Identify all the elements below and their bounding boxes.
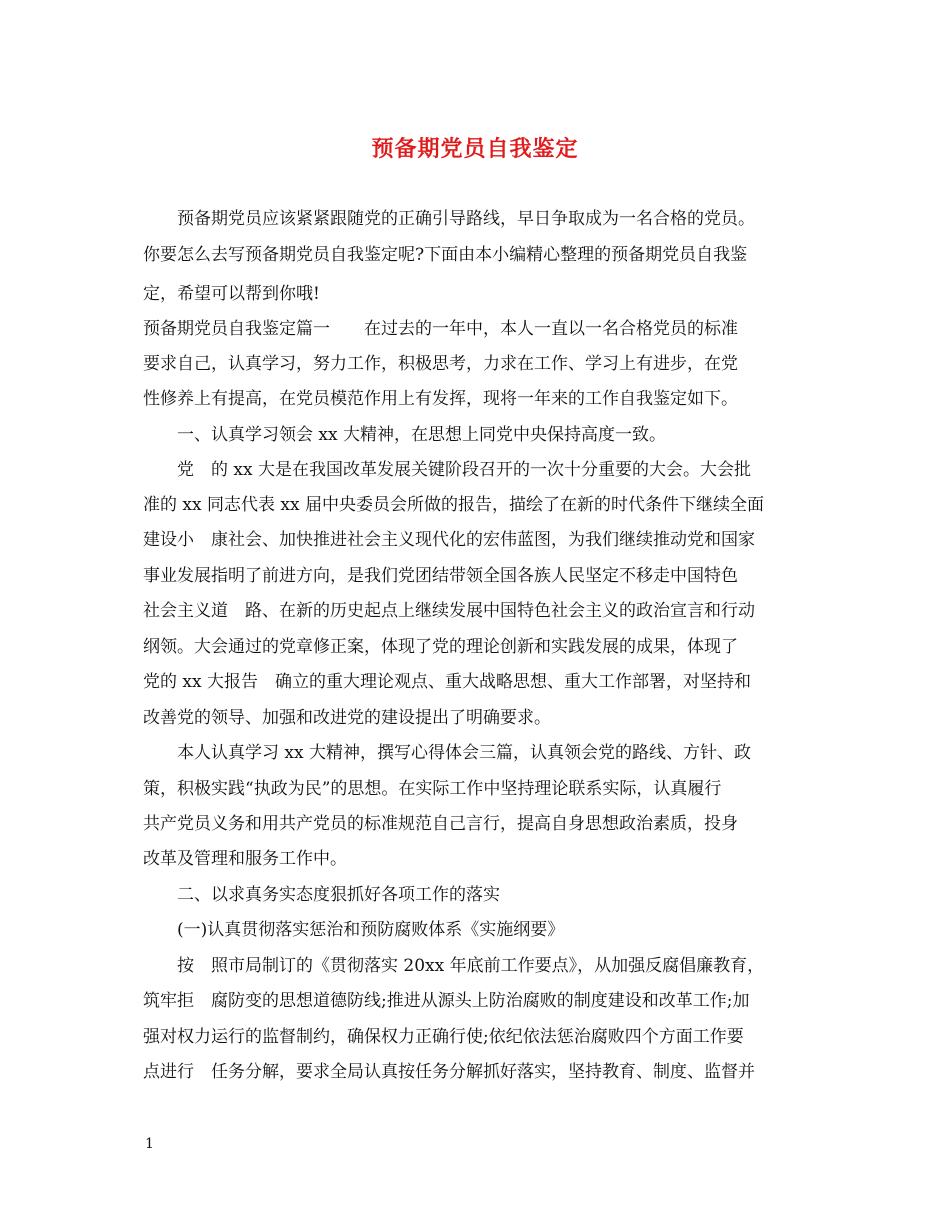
text-line: 社会主义道 路、在新的历史起点上继续发展中国特色社会主义的政治宣言和行动 xyxy=(143,601,755,621)
section-heading: 二、以求真务实态度狠抓好各项工作的落实 xyxy=(177,885,500,905)
text-line: 要求自己，认真学习，努力工作，积极思考，力求在工作、学习上有进步，在党 xyxy=(143,354,738,374)
text-line: 强对权力运行的监督制约，确保权力正确行使;依纪依法惩治腐败四个方面工作要 xyxy=(143,1027,744,1047)
text-line: 事业发展指明了前进方向，是我们党团结带领全国各族人民坚定不移走中国特色 xyxy=(143,566,738,586)
text-line: 你要怎么去写预备期党员自我鉴定呢?下面由本小编精心整理的预备期党员自我鉴 xyxy=(143,245,748,265)
text-line: 准的 xx 同志代表 xx 届中央委员会所做的报告，描绘了在新的时代条件下继续全面 xyxy=(143,495,764,515)
text-line: 党 的 xx 大是在我国改革发展关键阶段召开的一次十分重要的大会。大会批 xyxy=(177,460,751,480)
text-line: 本人认真学习 xx 大精神，撰写心得体会三篇，认真领会党的路线、方针、政 xyxy=(177,743,751,763)
page-number: 1 xyxy=(145,1136,154,1152)
section-heading: 一、认真学习领会 xx 大精神，在思想上同党中央保持高度一致。 xyxy=(177,425,666,445)
subsection-heading: (一)认真贯彻落实惩治和预防腐败体系《实施纲要》 xyxy=(177,920,565,940)
text-line: 建设小 康社会、加快推进社会主义现代化的宏伟蓝图，为我们继续推动党和国家 xyxy=(143,530,755,550)
text-line: 点进行 任务分解，要求全局认真按任务分解抓好落实，坚持教育、制度、监督并 xyxy=(143,1062,755,1082)
text-line: 性修养上有提高，在党员模范作用上有发挥，现将一年来的工作自我鉴定如下。 xyxy=(143,389,738,409)
text-line: 党的 xx 大报告 确立的重大理论观点、重大战略思想、重大工作部署，对坚持和 xyxy=(143,672,751,692)
text-line: 预备期党员自我鉴定篇一 在过去的一年中，本人一直以一名合格党员的标准 xyxy=(143,319,738,339)
text-line: 纲领。大会通过的党章修正案，体现了党的理论创新和实践发展的成果，体现了 xyxy=(143,637,738,657)
text-line: 按 照市局制订的《贯彻落实 20xx 年底前工作要点》，从加强反腐倡廉教育， xyxy=(177,956,765,976)
text-line: 预备期党员应该紧紧跟随党的正确引导路线，早日争取成为一名合格的党员。 xyxy=(177,209,755,229)
text-line: 筑牢拒 腐防变的思想道德防线;推进从源头上防治腐败的制度建设和改革工作;加 xyxy=(143,991,750,1011)
text-line: 改革及管理和服务工作中。 xyxy=(143,849,347,869)
text-line: 策，积极实践“执政为民”的思想。在实际工作中坚持理论联系实际，认真履行 xyxy=(143,779,722,799)
text-line: 改善党的领导、加强和改进党的建设提出了明确要求。 xyxy=(143,708,551,728)
text-line: 定，希望可以帮到你哦! xyxy=(143,284,320,304)
document-title: 预备期党员自我鉴定 xyxy=(371,136,579,162)
text-line: 共产党员义务和用共产党员的标准规范自己言行，提高自身思想政治素质，投身 xyxy=(143,814,738,834)
